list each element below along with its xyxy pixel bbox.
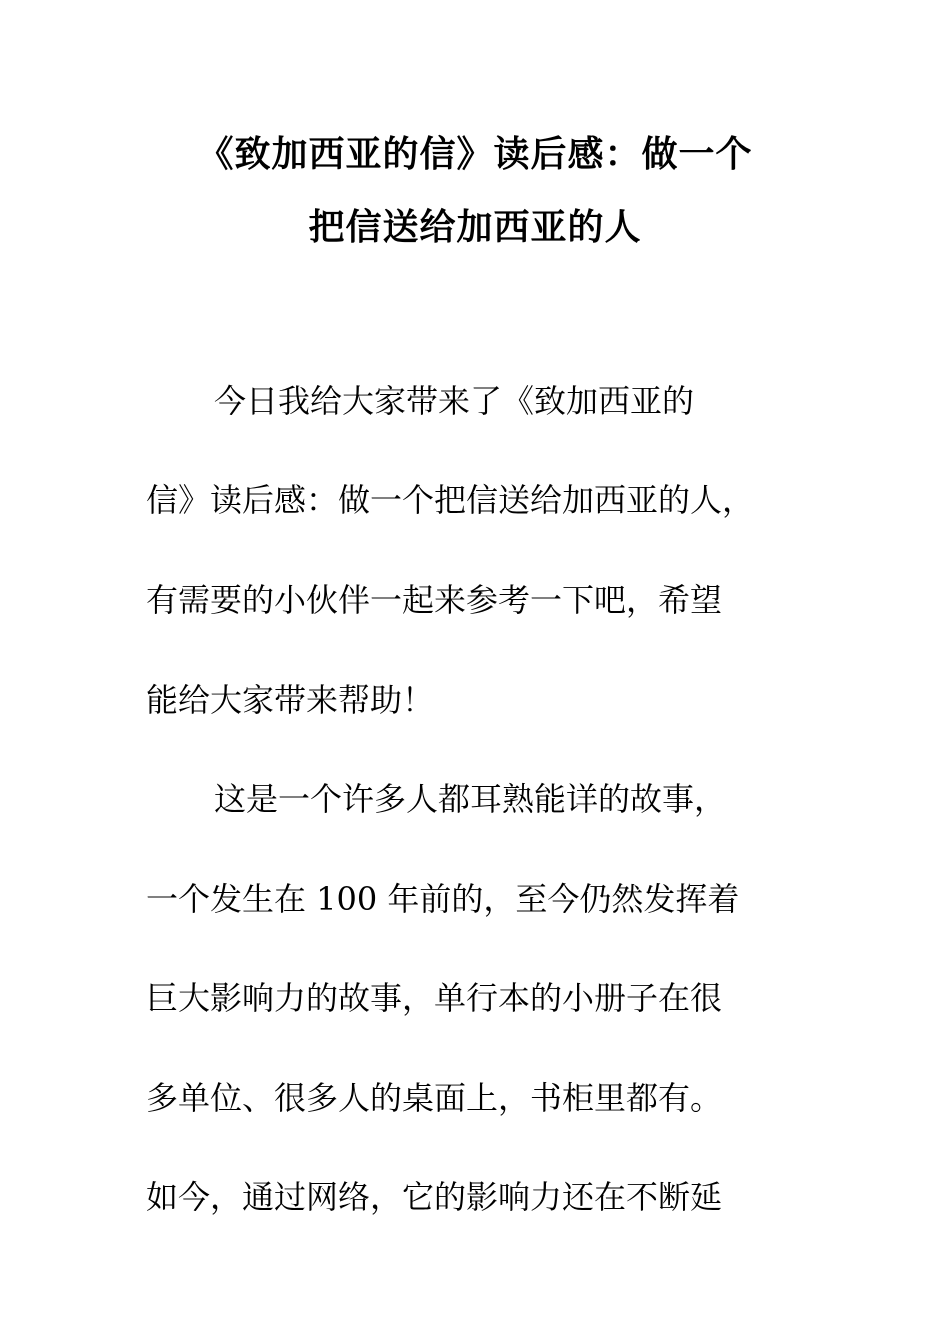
body-line-5: 这是一个许多人都耳熟能详的故事， bbox=[214, 780, 727, 818]
body-line-4: 能给大家带来帮助！ bbox=[146, 681, 435, 719]
body-line-7: 巨大影响力的故事，单行本的小册子在很 bbox=[146, 979, 723, 1017]
body-line-8: 多单位、很多人的桌面上，书柜里都有。 bbox=[146, 1079, 723, 1117]
document-title-line-2: 把信送给加西亚的人 bbox=[308, 206, 642, 248]
body-line-1: 今日我给大家带来了《致加西亚的 bbox=[214, 382, 695, 420]
body-line-2: 信》读后感：做一个把信送给加西亚的人， bbox=[146, 481, 755, 519]
body-line-3: 有需要的小伙伴一起来参考一下吧，希望 bbox=[146, 581, 723, 619]
body-line-9: 如今，通过网络，它的影响力还在不断延 bbox=[146, 1178, 723, 1216]
body-line-6: 一个发生在 100 年前的，至今仍然发挥着 bbox=[146, 880, 740, 918]
document-title-line-1: 《致加西亚的信》读后感：做一个 bbox=[197, 133, 753, 175]
